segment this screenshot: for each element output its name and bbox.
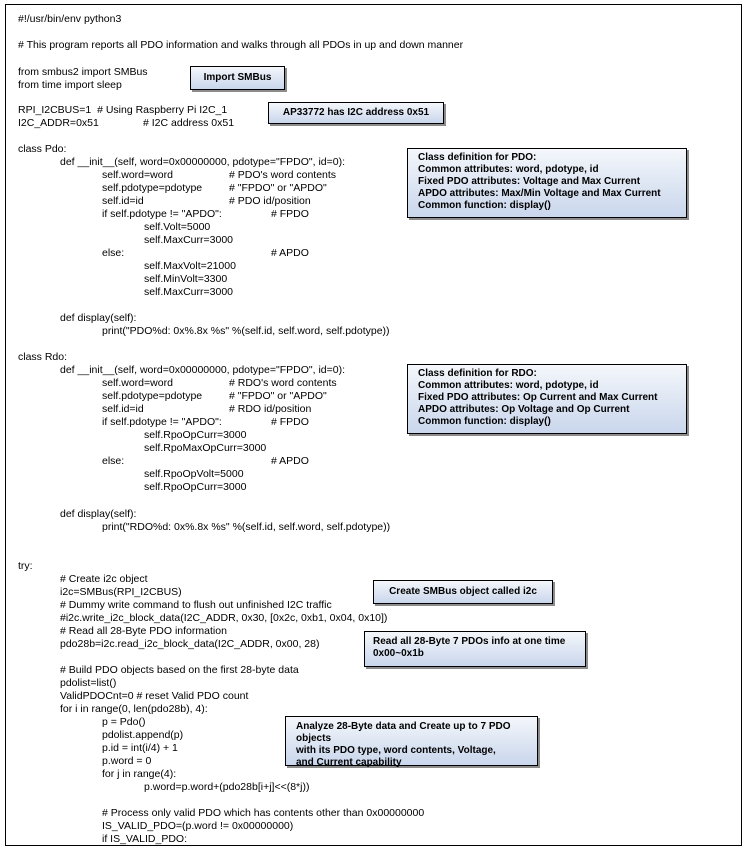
code-line: def display(self): <box>60 312 137 324</box>
note-text: Class definition for PDO: <box>418 152 537 163</box>
note-text: Class definition for RDO: <box>418 368 537 379</box>
code-line: p.word=p.word+(pdo28b[i+j]<<(8*j)) <box>144 781 310 793</box>
code-line: if self.pdotype != "APDO": <box>102 208 222 220</box>
code-line: pdolist.append(p) <box>102 729 184 741</box>
code-line: IS_VALID_PDO=(p.word != 0x00000000) <box>102 820 294 832</box>
note-create-smbus <box>373 580 553 604</box>
code-comment: # APDO <box>271 247 309 259</box>
code-comment: # RDO's word contents <box>229 377 337 389</box>
code-line: p = Pdo() <box>102 716 146 728</box>
code-line: self.RpoOpVolt=5000 <box>144 468 244 480</box>
code-line: #!/usr/bin/env python3 <box>18 13 122 25</box>
note-read-pdos <box>364 631 586 667</box>
code-line: ValidPDOCnt=0 # reset Valid PDO count <box>60 690 249 702</box>
note-text: Analyze 28-Byte data and Create up to 7 PDO <box>296 721 511 732</box>
code-line: self.Volt=5000 <box>144 221 211 233</box>
code-comment: # APDO <box>271 455 309 467</box>
code-line: class Rdo: <box>18 351 68 363</box>
note-text: and Current capability <box>296 757 402 768</box>
code-line: RPI_I2CBUS=1 # Using Raspberry Pi I2C_1 <box>18 104 228 116</box>
note-analyze <box>285 716 538 766</box>
code-line: print("PDO%d: 0x%.8x %s" %(self.id, self.word, self.pdotype)) <box>102 325 390 337</box>
note-text: Read all 28-Byte 7 PDOs info at one time <box>373 636 566 647</box>
note-text: Fixed PDO attributes: Voltage and Max Current <box>418 176 641 187</box>
code-line: p.id = int(i/4) + 1 <box>102 742 178 754</box>
code-comment: # PDO id/position <box>229 195 311 207</box>
note-text: Common attributes: word, pdotype, id <box>418 380 599 391</box>
code-line: # Read all 28-Byte PDO information <box>60 625 227 637</box>
code-line: print("RDO%d: 0x%.8x %s" %(self.id, self.word, self.pdotype)) <box>102 521 391 533</box>
code-line: # Create i2c object <box>60 573 148 585</box>
code-line: pdo28b=i2c.read_i2c_block_data(I2C_ADDR, 0x00, 28) <box>60 638 320 650</box>
code-comment: # "FPDO" or "APDO" <box>229 390 327 402</box>
code-line: self.id=id <box>102 195 144 207</box>
code-line: # Build PDO objects based on the first 28-byte data <box>60 664 299 676</box>
code-line: self.MinVolt=3300 <box>144 273 228 285</box>
code-line: class Pdo: <box>18 143 67 155</box>
note-text: APDO attributes: Op Voltage and Op Current <box>418 404 630 415</box>
code-line: self.MaxVolt=21000 <box>144 260 236 272</box>
code-line: self.MaxCurr=3000 <box>144 286 233 298</box>
code-line: self.word=word <box>102 377 173 389</box>
note-text: APDO attributes: Max/Min Voltage and Max Current <box>418 188 661 199</box>
code-line: self.RpoMaxOpCurr=3000 <box>144 442 267 454</box>
code-line: self.RpoOpCurr=3000 <box>144 481 247 493</box>
code-line: # This program reports all PDO information and walks through all PDOs in up and down manner <box>18 39 464 51</box>
note-text: objects <box>296 733 332 744</box>
note-text: Fixed PDO attributes: Op Current and Max Current <box>418 392 658 403</box>
code-line: self.pdotype=pdotype <box>102 182 203 194</box>
code-listing <box>5 4 742 846</box>
code-line: #i2c.write_i2c_block_data(I2C_ADDR, 0x30, [0x2c, 0xb1, 0x04, 0x10]) <box>60 612 388 624</box>
code-line: if self.pdotype != "APDO": <box>102 416 222 428</box>
code-line: self.id=id <box>102 403 144 415</box>
note-i2c-address <box>268 102 444 124</box>
code-line: for i in range(0, len(pdo28b), 4): <box>60 703 208 715</box>
code-line: for j in range(4): <box>102 768 177 780</box>
code-line: self.word=word <box>102 169 173 181</box>
note-text: Import SMBus <box>203 72 272 83</box>
code-line: self.RpoOpCurr=3000 <box>144 429 247 441</box>
note-text: with its PDO type, word contents, Voltage, <box>296 745 496 756</box>
code-line: p.word = 0 <box>102 755 152 767</box>
note-import-smbus <box>190 66 285 90</box>
code-line: I2C_ADDR=0x51 <box>18 117 99 129</box>
code-line: # Process only valid PDO which has contents other than 0x00000000 <box>102 807 425 819</box>
code-line: else: <box>102 247 125 259</box>
note-text: Common function: display() <box>418 200 551 211</box>
code-line: from smbus2 import SMBus <box>18 66 148 78</box>
note-class-pdo <box>407 148 687 218</box>
code-line: # Dummy write command to flush out unfinished I2C traffic <box>60 599 332 611</box>
note-text: 0x00~0x1b <box>373 648 424 659</box>
code-line: if IS_VALID_PDO: <box>102 833 188 845</box>
code-line: else: <box>102 455 125 467</box>
note-class-rdo <box>407 364 687 434</box>
code-comment: # PDO's word contents <box>229 169 337 181</box>
code-line: def __init__(self, word=0x00000000, pdotype="FPDO", id=0): <box>60 156 346 168</box>
note-text: AP33772 has I2C address 0x51 <box>282 107 430 118</box>
code-comment: # FPDO <box>271 208 309 220</box>
note-text: Common attributes: word, pdotype, id <box>418 164 599 175</box>
code-line: def display(self): <box>60 508 137 520</box>
note-text: Common function: display() <box>418 416 551 427</box>
code-line: i2c=SMBus(RPI_I2CBUS) <box>60 586 182 598</box>
code-comment: # "FPDO" or "APDO" <box>229 182 327 194</box>
code-line: def __init__(self, word=0x00000000, pdotype="FPDO", id=0): <box>60 364 346 376</box>
code-comment: # RDO id/position <box>229 403 312 415</box>
code-line: self.MaxCurr=3000 <box>144 234 233 246</box>
code-comment: # I2C address 0x51 <box>143 117 235 129</box>
code-comment: # FPDO <box>271 416 309 428</box>
code-line: pdolist=list() <box>60 677 117 689</box>
code-line: try: <box>18 560 33 572</box>
note-text: Create SMBus object called i2c <box>389 586 537 597</box>
code-line: self.pdotype=pdotype <box>102 390 203 402</box>
code-line: from time import sleep <box>18 79 122 91</box>
